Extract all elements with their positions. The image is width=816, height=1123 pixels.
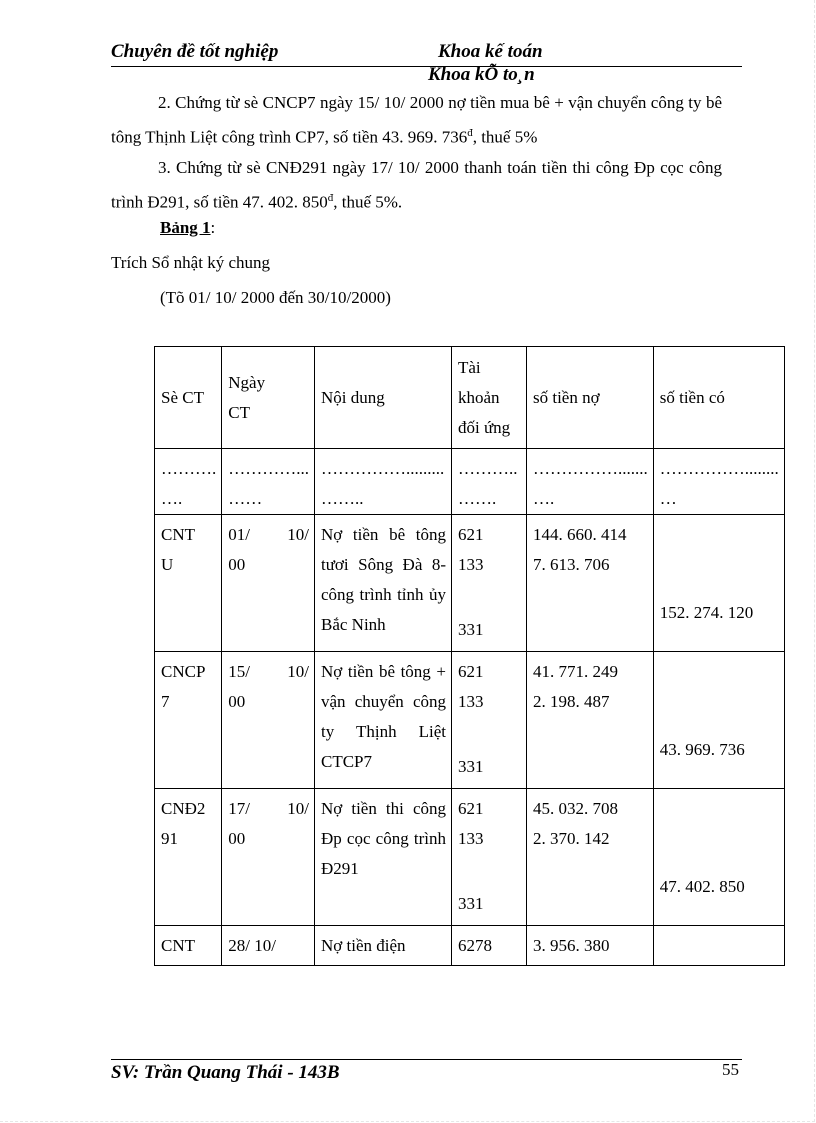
row-1-accounts bbox=[452, 515, 527, 652]
row-1-debit-2: 7. 613. 706 bbox=[533, 555, 610, 574]
journal-table bbox=[154, 346, 785, 966]
row-3-account-2: 133 bbox=[458, 829, 484, 848]
row-4-content: Nợ tiền điện bbox=[315, 926, 452, 966]
row-2-debit-2: 2. 198. 487 bbox=[533, 692, 610, 711]
ellipsis-cell-6 bbox=[653, 449, 784, 515]
row-1-date-part-1: 01/ bbox=[228, 525, 250, 544]
row-2-debit bbox=[527, 652, 654, 789]
row-2-date-part-3: 00 bbox=[228, 692, 246, 711]
row-3-date-part-1: 17/ bbox=[228, 799, 250, 818]
row-2-credit bbox=[653, 652, 784, 789]
header-cell-doc-date bbox=[222, 347, 315, 449]
row-2-doc-no-line-2: 7 bbox=[161, 692, 170, 711]
row-1-content: Nợ tiền bê tông tươi Sông Đà 8- công trình tỉnh ủy Bắc Ninh bbox=[315, 515, 452, 652]
paragraph-2-text-b: , thuế 5% bbox=[472, 127, 538, 147]
row-3-content: Nợ tiền thi công Đp cọc công trình Đ291 bbox=[315, 789, 452, 926]
header-cell-debit: số tiền nợ bbox=[527, 347, 654, 449]
ellipsis-cell-2 bbox=[222, 449, 315, 515]
paragraph-2-text-a: 2. Chứng từ sè CNCP7 ngày 15/ 10/ 2000 nợ tiền mua bê + vận chuyển công ty bê tông Thịnh Liệt công trình CP7, số tiền 43. 969. 736 bbox=[111, 93, 722, 147]
row-2-account-1: 621 bbox=[458, 662, 484, 681]
row-3-credit bbox=[653, 789, 784, 926]
row-4-account: 6278 bbox=[452, 926, 527, 966]
footer-rule bbox=[111, 1059, 742, 1060]
ellipsis-cell-4 bbox=[452, 449, 527, 515]
row-3-debit-2: 2. 370. 142 bbox=[533, 829, 610, 848]
table-row bbox=[155, 789, 785, 926]
row-2-content: Nợ tiền bê tông + vận chuyển công ty Thịnh Liệt CTCP7 bbox=[315, 652, 452, 789]
ellipsis-1b: …. bbox=[161, 489, 183, 508]
row-1-credit bbox=[653, 515, 784, 652]
table-subtitle: Trích Sổ nhật ký chung bbox=[111, 253, 270, 272]
footer-author: SV: Trần Quang Thái - 143B bbox=[111, 1062, 340, 1083]
row-1-doc-no bbox=[155, 515, 222, 652]
table-caption-colon: : bbox=[210, 218, 216, 237]
ellipsis-6a: ……………........ bbox=[659, 459, 779, 478]
header-cell-doc-no: Sè CT bbox=[155, 347, 222, 449]
row-2-account-2: 133 bbox=[458, 692, 484, 711]
row-3-doc-no-line-2: 91 bbox=[161, 829, 178, 848]
ellipsis-cell-3 bbox=[315, 449, 452, 515]
header-rule bbox=[111, 66, 742, 67]
row-1-date-part-2: 10/ bbox=[287, 525, 309, 544]
header-cell-account bbox=[452, 347, 527, 449]
row-3-account-3: 331 bbox=[458, 894, 484, 913]
row-1-credit-value: 152. 274. 120 bbox=[659, 603, 754, 622]
table-caption-label: Bảng 1 bbox=[160, 218, 211, 237]
paragraph-3-superscript: đ bbox=[327, 192, 334, 204]
ellipsis-3b: …….. bbox=[321, 489, 364, 508]
row-1-doc-no-line-2: U bbox=[161, 555, 174, 574]
row-2-date-part-2: 10/ bbox=[287, 662, 309, 681]
row-4-doc-no: CNT bbox=[155, 926, 222, 966]
row-2-credit-value: 43. 969. 736 bbox=[659, 740, 745, 759]
header-left: Chuyên đề tốt nghiệp bbox=[111, 41, 279, 62]
header-cell-content: Nội dung bbox=[315, 347, 452, 449]
row-3-debit bbox=[527, 789, 654, 926]
ellipsis-5b: …. bbox=[533, 489, 555, 508]
row-4-credit bbox=[653, 926, 784, 966]
paragraph-3 bbox=[111, 152, 722, 218]
page-number: 55 bbox=[722, 1060, 739, 1079]
row-4-debit: 3. 956. 380 bbox=[527, 926, 654, 966]
row-3-date-part-2: 10/ bbox=[287, 799, 309, 818]
ellipsis-4b: ……. bbox=[458, 489, 497, 508]
paragraph-3-text-b: , thuế 5%. bbox=[333, 192, 403, 212]
row-2-doc-no bbox=[155, 652, 222, 789]
table-row bbox=[155, 652, 785, 789]
row-1-doc-no-line-1: CNT bbox=[161, 525, 195, 544]
ellipsis-2a: …………... bbox=[228, 459, 309, 478]
ellipsis-cell-5 bbox=[527, 449, 654, 515]
row-2-debit-1: 41. 771. 249 bbox=[533, 662, 618, 681]
table-header-row bbox=[155, 347, 785, 449]
row-3-doc-no bbox=[155, 789, 222, 926]
row-3-debit-1: 45. 032. 708 bbox=[533, 799, 618, 818]
ellipsis-6b: … bbox=[659, 489, 677, 508]
row-3-doc-no-line-1: CNĐ2 bbox=[161, 799, 206, 818]
row-2-account-3: 331 bbox=[458, 757, 484, 776]
paragraph-2-superscript: đ bbox=[467, 127, 473, 139]
paragraph-3-text-a: 3. Chứng từ sè CNĐ291 ngày 17/ 10/ 2000 thanh toán tiền thi công Đp cọc công trình Đ291, số tiền 47. 402. 850 bbox=[111, 158, 722, 212]
row-1-account-1: 621 bbox=[458, 525, 484, 544]
row-3-date bbox=[222, 789, 315, 926]
row-1-date bbox=[222, 515, 315, 652]
table-row bbox=[155, 926, 785, 966]
row-3-account-1: 621 bbox=[458, 799, 484, 818]
ellipsis-4a: ……….. bbox=[458, 459, 518, 478]
ellipsis-1a: ………. bbox=[161, 459, 217, 478]
row-1-account-2: 133 bbox=[458, 555, 484, 574]
row-2-date bbox=[222, 652, 315, 789]
header-doc-date-line-2: CT bbox=[228, 402, 250, 422]
header-right: Khoa kế toán bbox=[438, 41, 543, 62]
header-account-line-1: Tài bbox=[458, 357, 481, 377]
row-1-debit bbox=[527, 515, 654, 652]
row-3-credit-value: 47. 402. 850 bbox=[659, 877, 745, 896]
row-1-date-part-3: 00 bbox=[228, 555, 246, 574]
row-2-doc-no-line-1: CNCP bbox=[161, 662, 206, 681]
paragraph-2 bbox=[111, 87, 722, 153]
row-2-accounts bbox=[452, 652, 527, 789]
row-1-debit-1: 144. 660. 414 bbox=[533, 525, 627, 544]
ellipsis-cell-1 bbox=[155, 449, 222, 515]
header-cell-credit: số tiền có bbox=[653, 347, 784, 449]
table-row bbox=[155, 515, 785, 652]
header-right-duplicate: Khoa kÕ to¸n bbox=[428, 64, 535, 85]
ellipsis-3a: ……………......... bbox=[321, 459, 445, 478]
row-2-date-part-1: 15/ bbox=[228, 662, 250, 681]
table-period: (Tõ 01/ 10/ 2000 đến 30/10/2000) bbox=[160, 288, 391, 307]
header-doc-date-line-1: Ngày bbox=[228, 372, 266, 392]
table-row-ellipsis bbox=[155, 449, 785, 515]
header-account-line-3: đối ứng bbox=[458, 417, 511, 437]
row-1-account-3: 331 bbox=[458, 620, 484, 639]
ellipsis-5a: ……………....... bbox=[533, 459, 648, 478]
ellipsis-2b: …… bbox=[228, 489, 263, 508]
table-caption bbox=[160, 218, 215, 238]
row-4-date: 28/ 10/ bbox=[222, 926, 315, 966]
row-3-date-part-3: 00 bbox=[228, 829, 246, 848]
header-account-line-2: khoản bbox=[458, 387, 500, 407]
row-3-accounts bbox=[452, 789, 527, 926]
